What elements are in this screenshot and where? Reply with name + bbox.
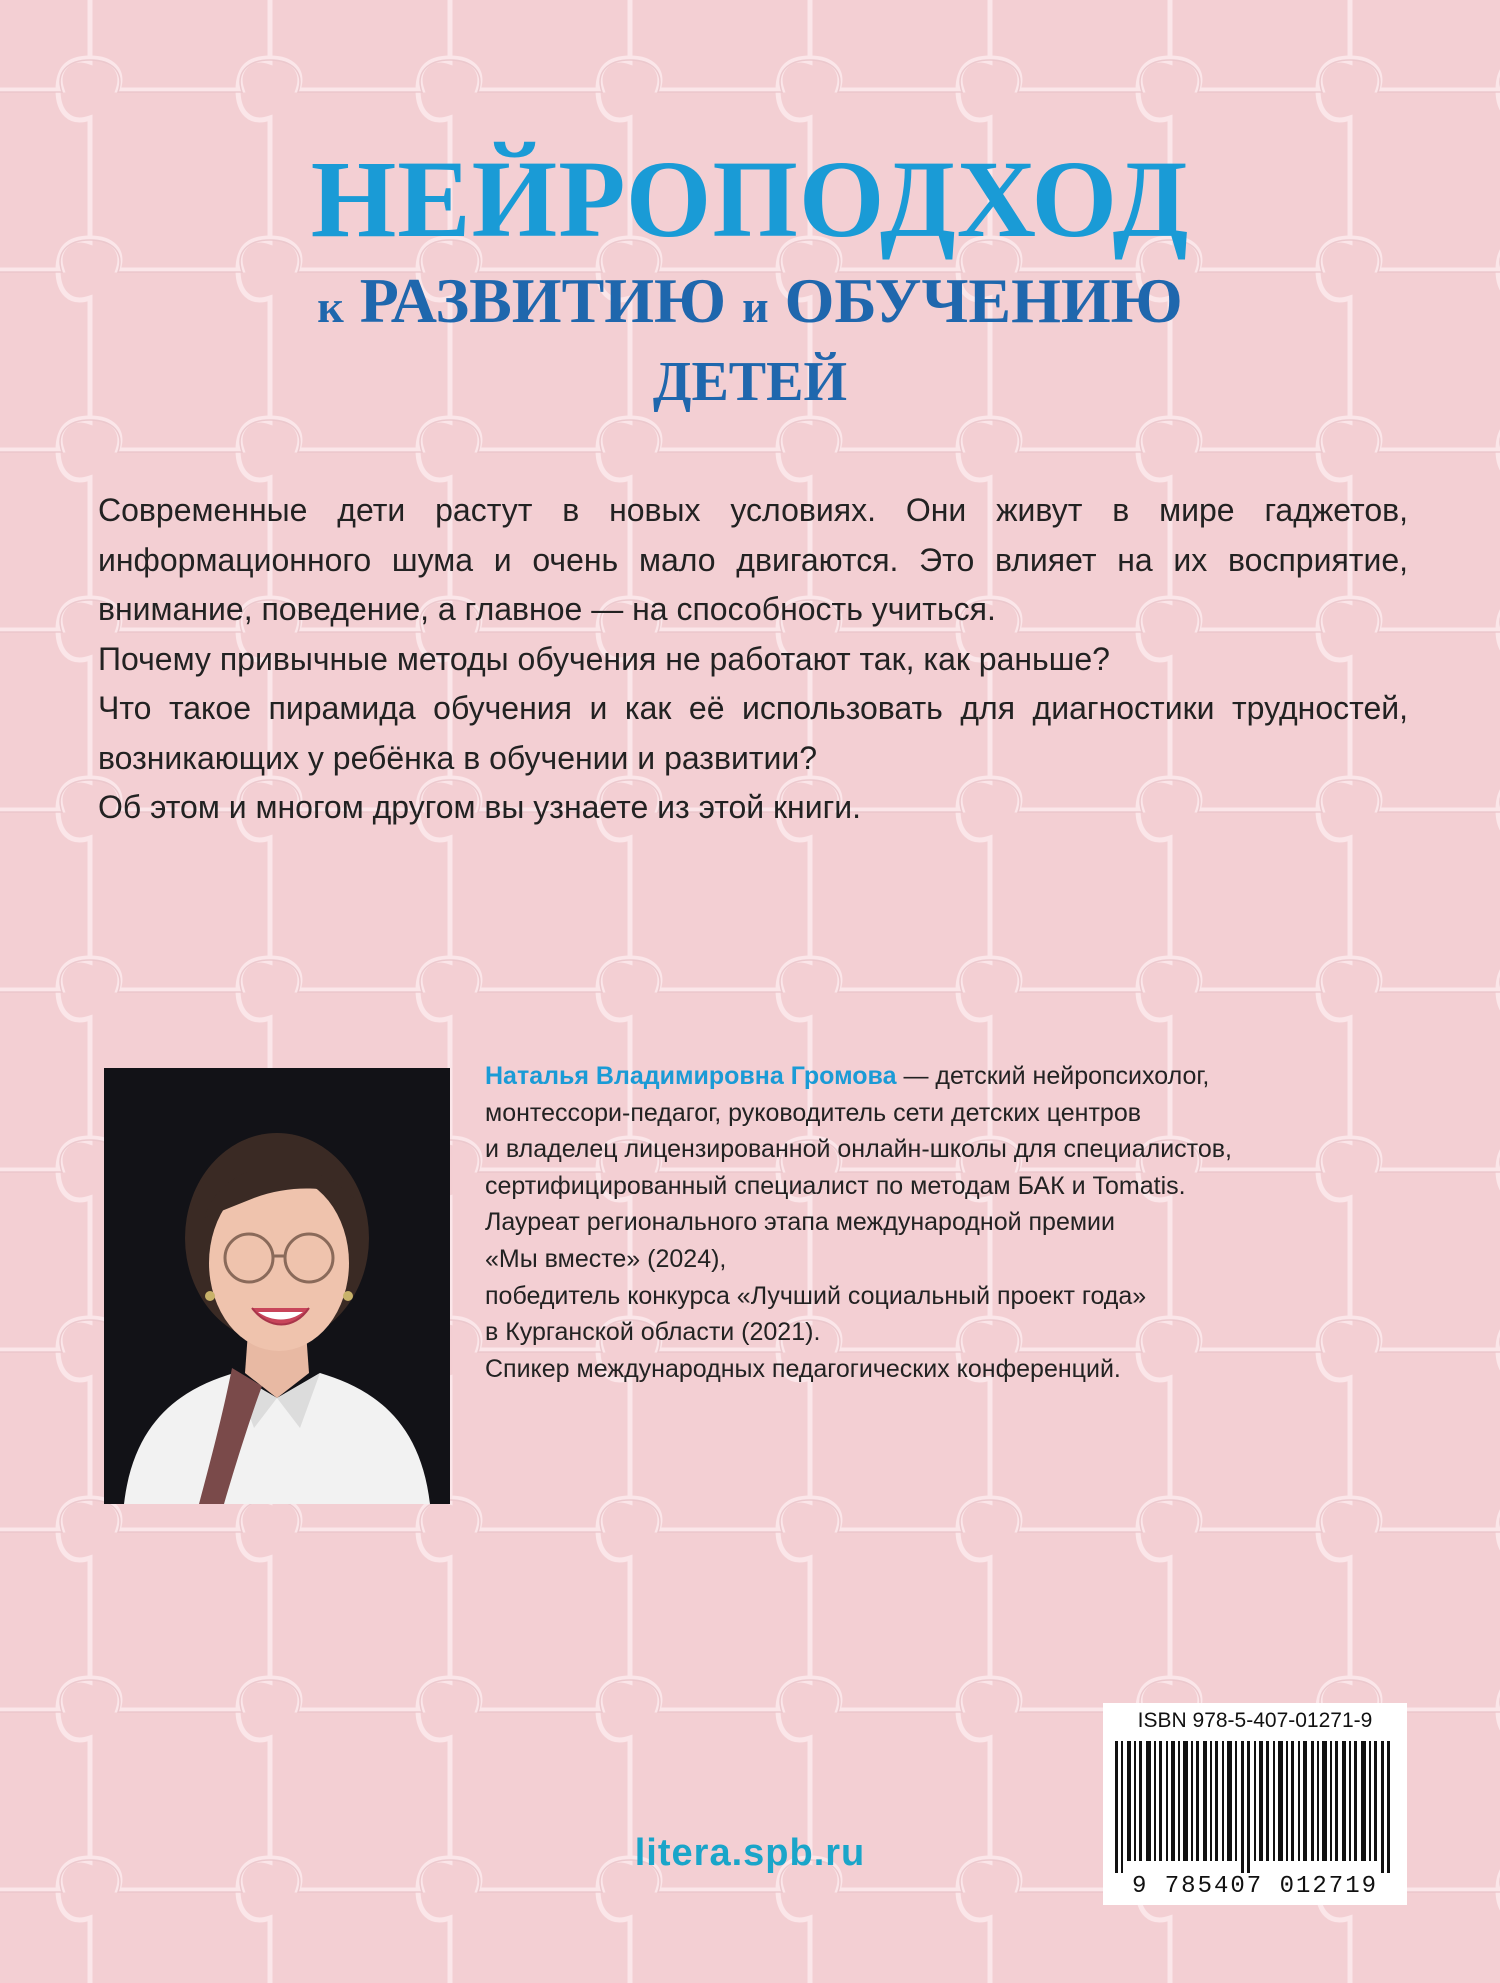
description-paragraph: Что такое пирамида обучения и как её использовать для диагностики трудностей, возникающих у ребёнка в обучении и развитии? [98,690,1408,776]
bio-line: «Мы вместе» (2024), [485,1244,727,1273]
author-photo [104,1068,450,1504]
bio-line: Лауреат регионального этапа международной премии [485,1208,1115,1237]
description-paragraph: Об этом и многом другом вы узнаете из этой книги. [98,789,862,825]
book-description [98,486,1408,833]
bio-line: сертифицированный специалист по методам БАК и Tomatis. [485,1171,1186,1200]
bio-line-rest: — детский нейропсихолог, [896,1062,1210,1090]
bio-line [485,1058,1415,1095]
bio-line: монтессори-педагог, руководитель сети детских центров [485,1098,1142,1127]
isbn-digits: 9 785407 012719 [1131,1873,1379,1900]
title-word-learning: ОБУЧЕНИЮ [784,265,1183,336]
publisher-website: litera.spb.ru [634,1832,866,1874]
title-word-k: к [317,281,344,332]
isbn-label: ISBN 978-5-407-01271-9 [1137,1709,1373,1732]
description-paragraph: Современные дети растут в новых условиях. Они живут в мире гаджетов, информационного шума и очень мало двигаются. Это влияет на их восприятие, внимание, поведение, а главное — на способность учиться. [98,492,1408,627]
title-word-and: и [742,281,769,332]
title-word-development: РАЗВИТИЮ [359,265,727,336]
bio-line: победитель конкурса «Лучший социальный проект года» [485,1281,1147,1310]
title-block [0,140,1500,418]
title-subtitle-line [0,262,1500,346]
bio-line: Спикер международных педагогических конференций. [485,1354,1121,1383]
author-name: Наталья Владимировна Громова [485,1062,897,1090]
bio-line: и владелец лицензированной онлайн-школы для специалистов, [485,1135,1232,1164]
bio-line: в Курганской области (2021). [485,1318,821,1347]
title-children: ДЕТЕЙ [652,351,848,413]
description-paragraph: Почему привычные методы обучения не работают так, как раньше? [98,640,1110,677]
author-bio [485,1058,1415,1387]
title-main: НЕЙРОПОДХОД [310,138,1190,260]
